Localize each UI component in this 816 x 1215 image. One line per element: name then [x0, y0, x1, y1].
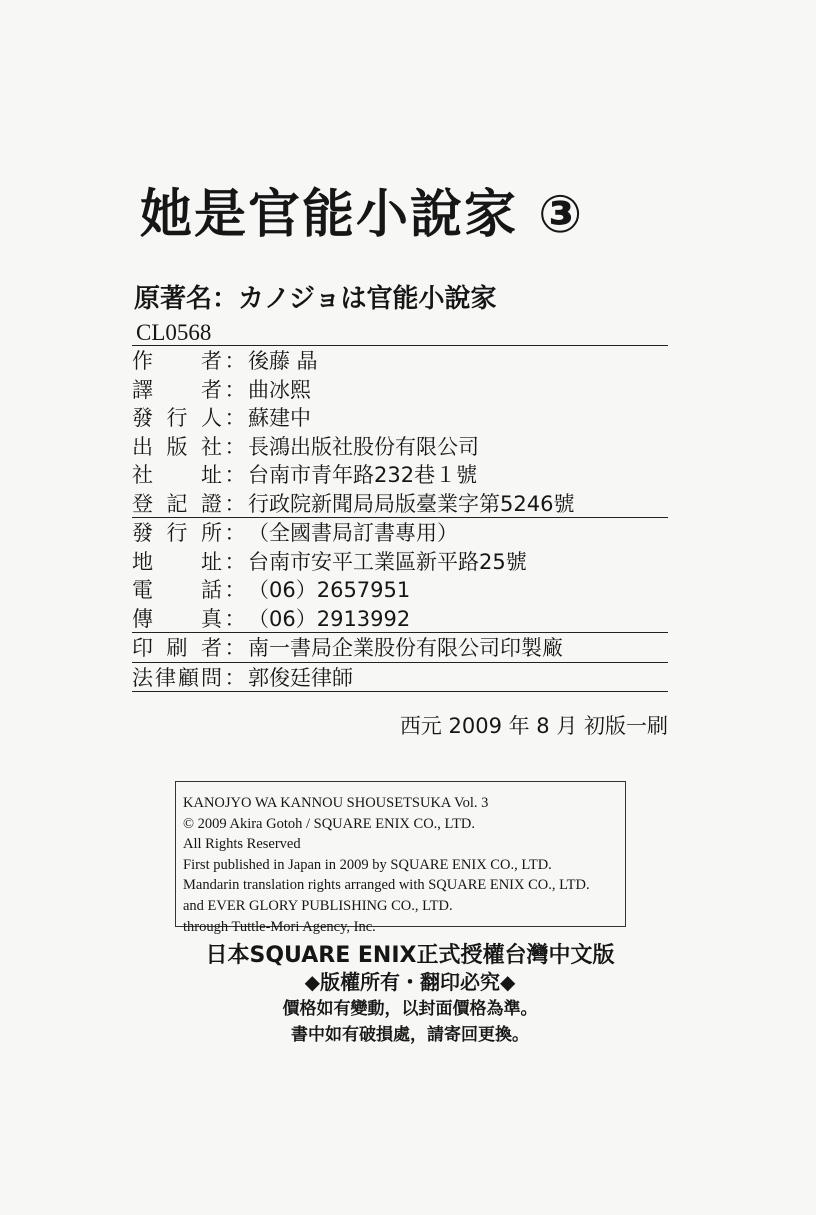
credit-value: 行政院新聞局局版臺業字第5246號 — [248, 491, 575, 516]
credit-row: 地 址 ： 台南市安平工業區新平路25號 — [132, 547, 668, 576]
credit-value: 南一書局企業股份有限公司印製廠 — [248, 636, 563, 661]
copyright-line: through Tuttle-Mori Agency, Inc. — [183, 918, 376, 935]
copyright-line: and EVER GLORY PUBLISHING CO., LTD. — [183, 897, 453, 914]
original-title: 原著名：カノジョは官能小說家 — [134, 284, 497, 314]
credit-value: （全國書局訂書專用） — [248, 521, 458, 546]
credit-row: 印 刷 者 ： 南一書局企業股份有限公司印製廠 — [132, 633, 668, 662]
credit-label: 傳 真 — [132, 606, 222, 631]
credit-row: 社 址 ： 台南市青年路232巷１號 — [132, 460, 668, 489]
damage-notice: 書中如有破損處，請寄回更換。 — [291, 1025, 529, 1045]
credit-row: 出 版 社 ： 長鴻出版社股份有限公司 — [132, 432, 668, 461]
credit-value: （06）2913992 — [248, 606, 411, 631]
credit-row: 譯 者 ： 曲冰熙 — [132, 375, 668, 404]
rights-notice: ◆版權所有・翻印必究◆ — [304, 970, 516, 994]
credit-label: 發 行 所 — [132, 521, 222, 546]
credit-row: 作 者 ： 後藤 晶 — [132, 346, 668, 375]
price-notice: 價格如有變動，以封面價格為準。 — [282, 999, 538, 1019]
copyright-line: KANOJYO WA KANNOU SHOUSETSUKA Vol. 3 — [183, 795, 489, 811]
credit-label: 發 行 人 — [132, 406, 222, 431]
credits-table — [132, 345, 668, 692]
credit-label: 譯 者 — [132, 377, 222, 402]
edition-date: 西元 2009 年 8 月 初版一刷 — [399, 714, 668, 738]
credit-value: 曲冰熙 — [248, 377, 311, 402]
credit-label: 印 刷 者 — [132, 636, 222, 661]
credit-value: 台南市青年路232巷１號 — [248, 463, 478, 488]
credit-value: 長鴻出版社股份有限公司 — [248, 434, 479, 459]
credit-value: 蘇建中 — [248, 406, 311, 431]
copyright-box — [175, 781, 626, 935]
credit-row: 發 行 所 ： （全國書局訂書專用） — [132, 518, 668, 547]
credit-row: 法 律 顧 問 ： 郭俊廷律師 — [132, 663, 668, 692]
credit-label: 地 址 — [132, 549, 222, 574]
credit-value: 後藤 晶 — [248, 349, 318, 374]
credit-row: 傳 真 ： （06）2913992 — [132, 604, 668, 633]
authorization-notice: 日本SQUARE ENIX正式授權台灣中文版 — [205, 943, 615, 968]
copyright-line: First published in Japan in 2009 by SQUARE ENIX CO., LTD. — [183, 856, 552, 873]
credit-label: 電 話 — [132, 578, 222, 603]
copyright-line: © 2009 Akira Gotoh / SQUARE ENIX CO., LTD. — [183, 815, 476, 832]
copyright-line: Mandarin translation rights arranged with SQUARE ENIX CO., LTD. — [183, 877, 590, 894]
credit-label: 作 者 — [132, 349, 222, 374]
credit-row: 登 記 證 ： 行政院新聞局局版臺業字第5246號 — [132, 489, 668, 518]
credit-value: （06）2657951 — [248, 578, 411, 603]
copyright-line: All Rights Reserved — [183, 836, 301, 853]
credit-value: 台南市安平工業區新平路25號 — [248, 549, 527, 574]
volume-number: ③ — [538, 185, 585, 245]
credit-row: 電 話 ： （06）2657951 — [132, 575, 668, 604]
credit-row: 發 行 人 ： 蘇建中 — [132, 403, 668, 432]
credit-label: 登 記 證 — [132, 491, 222, 516]
credit-value: 郭俊廷律師 — [248, 665, 353, 690]
credit-label: 社 址 — [132, 463, 222, 488]
credit-label: 出 版 社 — [132, 434, 222, 459]
book-title-text: 她是官能小說家 — [140, 185, 519, 245]
credit-label: 法 律 顧 問 — [132, 665, 222, 690]
book-title — [140, 172, 700, 247]
catalog-code: CL0568 — [136, 320, 212, 345]
